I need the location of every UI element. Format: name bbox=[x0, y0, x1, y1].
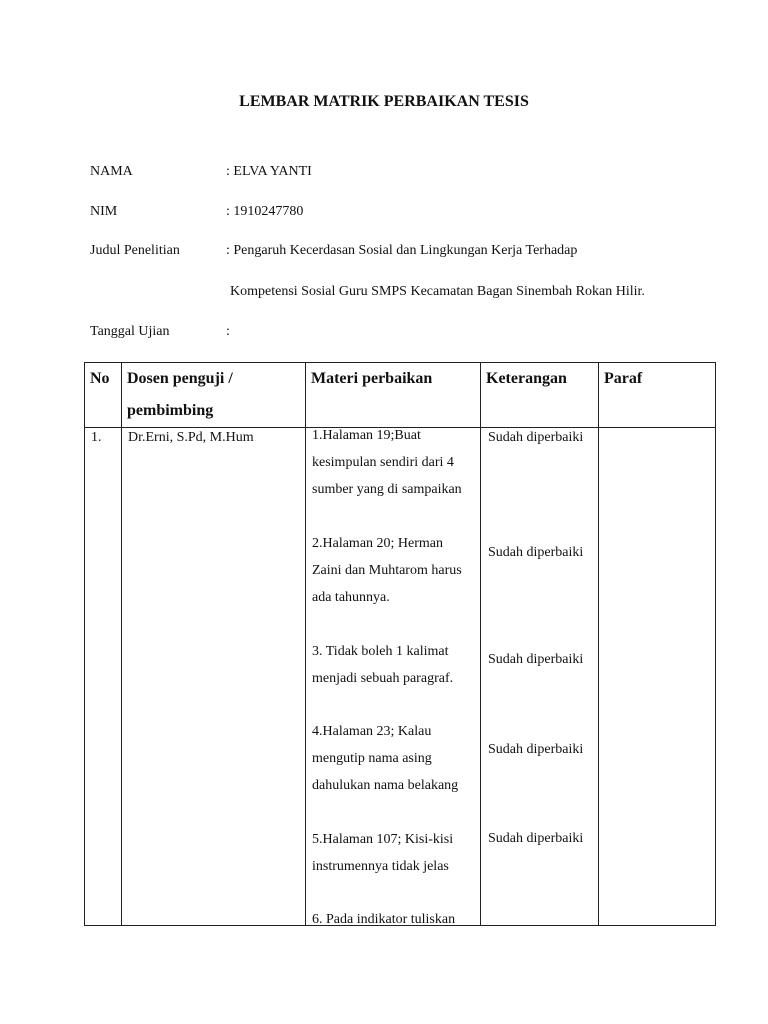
keterangan-item-1: Sudah diperbaiki bbox=[488, 430, 584, 445]
header-no: No bbox=[85, 363, 122, 428]
header-keterangan: Keterangan bbox=[481, 363, 599, 428]
judul-label: Judul Penelitian bbox=[90, 243, 180, 258]
judul-continuation: Kompetensi Sosial Guru SMPS Kecamatan Bagan Sinembah Rokan Hilir. bbox=[230, 284, 645, 299]
materi-item-5: 5.Halaman 107; Kisi-kisi instrumennya tidak jelas bbox=[312, 832, 454, 874]
table-row bbox=[85, 428, 716, 926]
cell-materi bbox=[306, 428, 481, 926]
cell-keterangan bbox=[481, 428, 599, 926]
revision-matrix-table bbox=[84, 362, 716, 926]
document-title: LEMBAR MATRIK PERBAIKAN TESIS bbox=[239, 93, 529, 110]
materi-item-6: 6. Pada indikator tuliskan bbox=[312, 912, 456, 925]
judul-value: : Pengaruh Kecerdasan Sosial dan Lingkungan Kerja Terhadap bbox=[226, 243, 578, 258]
table-header-row bbox=[85, 363, 716, 428]
tanggal-label: Tanggal Ujian bbox=[90, 324, 170, 339]
header-materi: Materi perbaikan bbox=[306, 363, 481, 428]
keterangan-item-4: Sudah diperbaiki bbox=[488, 742, 584, 757]
tanggal-value: : bbox=[226, 324, 230, 339]
keterangan-item-3: Sudah diperbaiki bbox=[488, 652, 584, 667]
nama-label: NAMA bbox=[90, 164, 133, 179]
cell-paraf bbox=[599, 428, 716, 926]
row-dosen: Dr.Erni, S.Pd, M.Hum bbox=[128, 430, 254, 445]
nim-value: : 1910247780 bbox=[226, 204, 304, 219]
keterangan-item-5: Sudah diperbaiki bbox=[488, 831, 584, 846]
materi-item-4: 4.Halaman 23; Kalau mengutip nama asing dahulukan nama belakang bbox=[312, 724, 459, 793]
row-no: 1. bbox=[91, 430, 102, 445]
materi-item-1: 1.Halaman 19;Buat kesimpulan sendiri dari 4 sumber yang di sampaikan bbox=[312, 428, 462, 497]
keterangan-item-2: Sudah diperbaiki bbox=[488, 545, 584, 560]
materi-item-2: 2.Halaman 20; Herman Zaini dan Muhtarom harus ada tahunnya. bbox=[312, 536, 462, 605]
materi-item-3: 3. Tidak boleh 1 kalimat menjadi sebuah paragraf. bbox=[312, 644, 454, 686]
cell-no bbox=[85, 428, 122, 926]
header-dosen: Dosen penguji / pembimbing bbox=[122, 363, 306, 428]
nama-value: : ELVA YANTI bbox=[226, 164, 312, 179]
cell-dosen bbox=[122, 428, 306, 926]
nim-label: NIM bbox=[90, 204, 118, 219]
header-paraf: Paraf bbox=[599, 363, 716, 428]
